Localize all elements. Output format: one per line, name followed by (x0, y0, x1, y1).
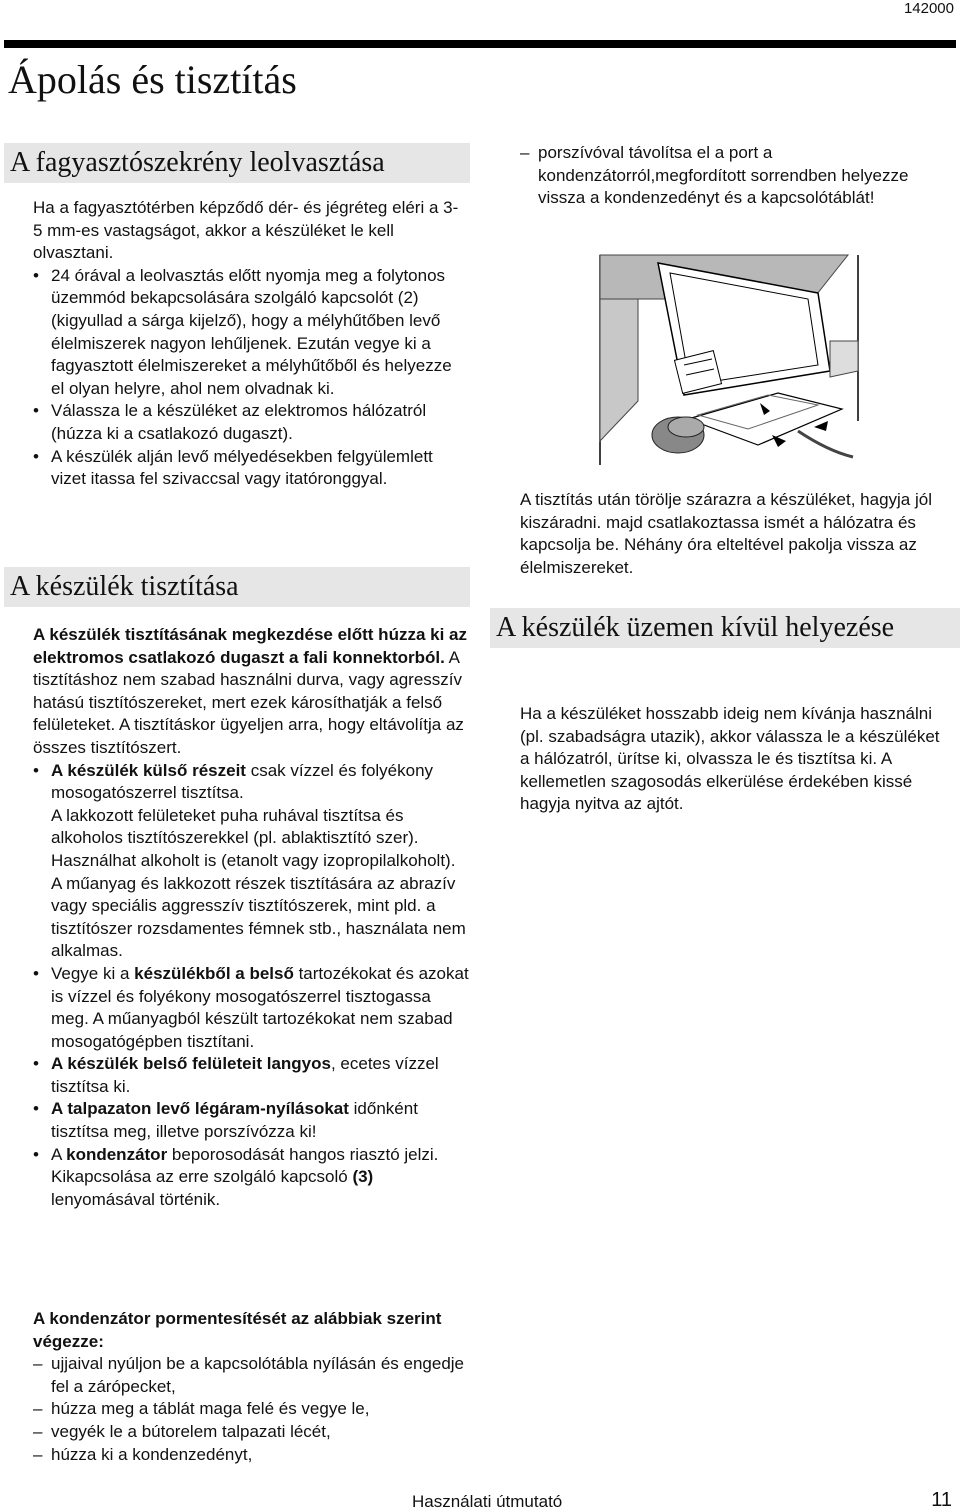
defrost-body (33, 197, 465, 491)
emphasis: A talpazaton levő légáram-nyílásokat (51, 1099, 349, 1119)
text: , ecetes vízzel tisztítsa ki. (51, 1054, 439, 1096)
condenser-step-continued (520, 142, 940, 210)
after-cleaning-text: A tisztítás után törölje szárazra a készüléket, hagyja jól kiszáradni. majd csatlakoztassa ismét a hálózatra és kapcsolja be. Néhány óra elteltével pakolja vissza az élelmiszereket. (520, 490, 932, 577)
condenser-block (33, 1308, 469, 1466)
text: Vegye ki a (51, 963, 135, 983)
emphasis: A készülék külső részeit (51, 760, 246, 780)
list-item (33, 1144, 469, 1212)
text: lenyomásával történik. (51, 1189, 221, 1209)
list-item: – húzza ki a kondenzedényt, (33, 1444, 469, 1467)
emphasis: kondenzátor (66, 1144, 168, 1164)
document-number: 142000 (903, 0, 954, 17)
text: időnként tisztítsa meg, illetve porszívózza ki! (51, 1099, 418, 1142)
list-item (33, 760, 469, 963)
list-item (33, 1098, 469, 1143)
list-item: – vegyék le a bútorelem talpazati lécét, (33, 1421, 469, 1444)
page-number: 11 (931, 1489, 952, 1511)
top-rule (4, 40, 956, 48)
out-of-service-body: Ha a készüléket hosszabb ideig nem kívánja használni (pl. szabadságra utazik), akkor válassza le a készüléket a hálózatról, ürítse ki, olvassza le és tisztítsa ki. A kellemetlen szagosodás elkerülése érdekében kissé hagyja nyitva az ajtót. (520, 704, 940, 814)
list-item (33, 963, 469, 1053)
text: beporosodását hangos riasztó jelzi. Kikapcsolása az erre szolgáló kapcsoló (51, 1144, 439, 1187)
emphasis: A készülék belső felületeit langyos (51, 1054, 331, 1074)
list-item: – húzza meg a táblát maga felé és vegye le, (33, 1398, 469, 1421)
text: tartozékokat és azokat is vízzel és folyékony mosogatószerrel tisztogassa meg. A műanyagból készült tartozékokat nem szabad mosogatógépben tisztítani. (51, 963, 469, 1051)
defrost-intro: Ha a fagyasztótérben képződő dér- és jégréteg eléri a 3-5 mm-es vastagságot, akkor a készüléket le kell olvasztani. (33, 198, 459, 263)
defrost-bullets (33, 265, 465, 491)
cleaning-body (33, 624, 469, 1211)
section-heading-out-of-service: A készülék üzemen kívül helyezése (490, 608, 960, 648)
footer-label: Használati útmutató (412, 1492, 563, 1511)
cleaning-intro-text: A tisztításhoz nem szabad használni durva, vagy agresszív hatású tisztítószereket, mert ezek károsíthatják a felső felületeket. A tisztításkor ügyeljen arra, hogy eltávolítja az összes tisztítószert. (33, 647, 464, 757)
cleaning-intro (33, 624, 469, 760)
cleaning-bullets (33, 760, 469, 1212)
cleaning-warning: A készülék tisztításának megkezdése előtt húzza ki az elektromos csatlakozó dugaszt a fali konnektorból. (33, 625, 467, 667)
text: csak vízzel és folyékony mosogatószerrel tisztítsa. (51, 760, 434, 803)
condenser-steps-continued (520, 142, 940, 210)
condenser-steps (33, 1353, 469, 1466)
list-item: – ujjaival nyúljon be a kapcsolótábla nyílásán és engedje fel a zárópecket, (33, 1353, 469, 1398)
text: A lakkozott felületeket puha ruhával tisztítsa és alkoholos tisztítószerekkel (pl. ablaktisztító szer). Használhat alkoholt is (etanolt vagy izopropilalkoholt). (51, 805, 456, 870)
list-item (33, 1053, 469, 1098)
page-title: Ápolás és tisztítás (8, 57, 297, 102)
condenser-heading: A kondenzátor pormentesítését az alábbiak szerint végezze: (33, 1309, 442, 1351)
list-item: – porszívóval távolítsa el a port a kondenzátorról,megfordított sorrendben helyezze vissza a kondenzedényt és a kapcsolótáblát! (520, 142, 940, 210)
condenser-removal-illustration (598, 251, 860, 467)
section-heading-cleaning: A készülék tisztítása (4, 567, 470, 607)
list-item: • 24 órával a leolvasztás előtt nyomja meg a folytonos üzemmód bekapcsolására szolgáló kapcsolót (2) (kigyullad a sárga kijelző), hogy a mélyhűtőben levő élelmiszerek nagyon lehűljenek. Ezután vegye ki a fagyasztott élelmiszereket a mélyhűtőből és helyezze el olyan helyre, ahol nem olvadnak ki. (33, 265, 465, 401)
text: A műanyag és lakkozott részek tisztítására az abrazív vagy speciális aggresszív tisztítószerek, mint pld. a tisztítószer rozsdamentes fémnek stb., használata nem alkalmas. (51, 873, 466, 961)
illustration-svg (598, 251, 860, 467)
list-item: • A készülék alján levő mélyedésekben felgyülemlett vizet itassa fel szivaccsal vagy itatóronggyal. (33, 446, 465, 491)
text: A (51, 1144, 67, 1164)
emphasis: (3) (352, 1167, 374, 1187)
list-item: • Válassza le a készüléket az elektromos hálózatról (húzza ki a csatlakozó dugaszt). (33, 400, 465, 445)
emphasis: készülékből a belső (134, 963, 294, 983)
section-heading-defrost: A fagyasztószekrény leolvasztása (4, 143, 470, 183)
